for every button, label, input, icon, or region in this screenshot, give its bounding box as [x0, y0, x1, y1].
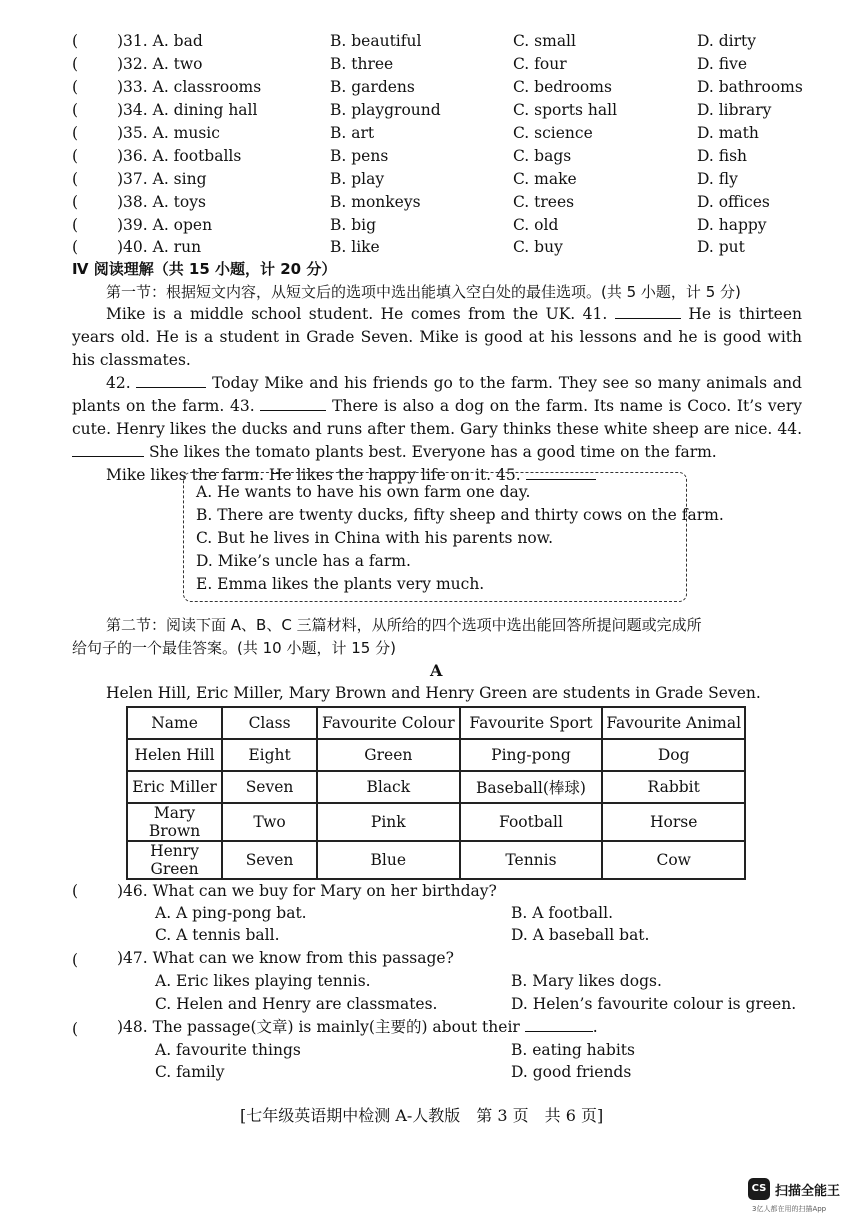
table-cell: Baseball(棒球) — [460, 771, 603, 803]
table-cell: Mary Brown — [127, 803, 222, 841]
students-table — [126, 706, 746, 880]
answer-paren[interactable]: ( — [72, 1020, 79, 1038]
table-cell: Seven — [222, 841, 317, 879]
question-stem: )48. The passage(文章) is mainly(主要的) about their . — [117, 1018, 598, 1036]
table-header-cell: Favourite Animal — [602, 707, 745, 739]
part1-instructions: 第一节：根据短文内容，从短文后的选项中选出能填入空白处的最佳选项。(共 5 小题，计 5 分) — [106, 283, 741, 301]
table-header-cell: Name — [127, 707, 222, 739]
question-row: ( )36. A. footballs B. pens C. bags D. fish — [72, 147, 748, 165]
choice-d: D. A baseball bat. — [511, 926, 650, 944]
table-cell: Helen Hill — [127, 739, 222, 771]
table-cell: Eight — [222, 739, 317, 771]
question-row: ( )39. A. open B. big C. old D. happy — [72, 216, 767, 234]
table-cell: Pink — [317, 803, 460, 841]
passage-text: Mike likes the farm. He likes the happy life on it. 45. — [106, 466, 521, 484]
table-row — [127, 841, 745, 879]
table-cell: Ping-pong — [460, 739, 603, 771]
choice-b: B. A football. — [511, 904, 613, 922]
table-cell: Black — [317, 771, 460, 803]
table-cell: Eric Miller — [127, 771, 222, 803]
table-cell: Cow — [602, 841, 745, 879]
choice-d: D. Helen’s favourite colour is green. — [511, 995, 797, 1013]
choice-c: C. Helen and Henry are classmates. — [155, 995, 438, 1013]
table-header-row — [127, 707, 745, 739]
table-row — [127, 739, 745, 771]
part2-instructions-line1: 第二节：阅读下面 A、B、C 三篇材料，从所给的四个选项中选出能回答所提问题或完成所 — [106, 616, 702, 634]
table-header-cell: Favourite Colour — [317, 707, 460, 739]
answer-paren[interactable]: ( — [72, 882, 79, 900]
choice-b: B. Mary likes dogs. — [511, 972, 662, 990]
scanner-app-name: 扫描全能王 — [775, 1184, 841, 1199]
choice-c: C. family — [155, 1063, 225, 1081]
passage-text: 42. — [106, 374, 131, 392]
table-cell: Dog — [602, 739, 745, 771]
question-row: ( )31. A. bad B. beautiful C. small D. dirty — [72, 32, 757, 50]
options-box — [183, 472, 724, 602]
table-cell: Blue — [317, 841, 460, 879]
option-item: C. But he lives in China with his parents now. — [196, 529, 554, 547]
table-cell: Henry Green — [127, 841, 222, 879]
answer-paren[interactable]: ( — [72, 951, 79, 969]
table-cell: Tennis — [460, 841, 603, 879]
table-cell: Two — [222, 803, 317, 841]
table-row — [127, 771, 745, 803]
answer-blank[interactable] — [615, 304, 681, 319]
reading-passage — [72, 303, 802, 487]
table-cell: Football — [460, 803, 603, 841]
table-cell: Rabbit — [602, 771, 745, 803]
option-item: D. Mike’s uncle has a farm. — [196, 552, 411, 570]
passage-a-title: A — [430, 661, 443, 680]
option-item: B. There are twenty ducks, fifty sheep and thirty cows on the farm. — [196, 506, 724, 524]
choice-d: D. good friends — [511, 1063, 632, 1081]
table-header-cell: Class — [222, 707, 317, 739]
table-header-cell: Favourite Sport — [460, 707, 603, 739]
passage-text: There is also a dog on the farm. Its name is Coco. It’s very cute. Henry likes the ducks and runs after them. Gary thinks these white sheep are nice. 44. — [72, 397, 802, 438]
question-stem: )47. What can we know from this passage? — [117, 949, 454, 967]
passage-text: He is thirteen years old. He is a student in Grade Seven. Mike is good at his lessons and he is good with his classmates. — [72, 305, 802, 369]
page-footer: [七年级英语期中检测 A-人教版 第 3 页 共 6 页] — [240, 1106, 604, 1125]
scanner-logo-icon: CS — [748, 1178, 770, 1200]
option-item: A. He wants to have his own farm one day. — [196, 483, 531, 501]
option-item: E. Emma likes the plants very much. — [196, 575, 485, 593]
table-cell: Seven — [222, 771, 317, 803]
question-row: ( )34. A. dining hall B. playground C. sports hall D. library — [72, 101, 772, 119]
choice-c: C. A tennis ball. — [155, 926, 280, 944]
question-row: ( )32. A. two B. three C. four D. five — [72, 55, 747, 73]
table-cell: Green — [317, 739, 460, 771]
question-row: ( )35. A. music B. art C. science D. math — [72, 124, 759, 142]
choice-a: A. favourite things — [155, 1041, 301, 1059]
choice-a: A. A ping-pong bat. — [155, 904, 307, 922]
question-row: ( )38. A. toys B. monkeys C. trees D. offices — [72, 193, 770, 211]
table-cell: Horse — [602, 803, 745, 841]
question-stem: )46. What can we buy for Mary on her birthday? — [117, 882, 497, 900]
table-row — [127, 803, 745, 841]
passage-text: Today Mike and his friends go to the farm. They see so many animals and plants on the farm. 43. — [72, 374, 802, 415]
part2-instructions-line2: 给句子的一个最佳答案。(共 10 小题，计 15 分) — [72, 639, 396, 657]
choice-a: A. Eric likes playing tennis. — [155, 972, 371, 990]
choice-b: B. eating habits — [511, 1041, 635, 1059]
answer-blank[interactable] — [136, 373, 206, 388]
passage-a-intro: Helen Hill, Eric Miller, Mary Brown and Henry Green are students in Grade Seven. — [106, 684, 761, 702]
question-row: ( )40. A. run B. like C. buy D. put — [72, 238, 745, 256]
section-heading: Ⅳ 阅读理解（共 15 小题，计 20 分） — [72, 260, 337, 278]
answer-blank[interactable] — [260, 396, 326, 411]
answer-blank[interactable] — [72, 442, 144, 457]
answer-blank[interactable] — [525, 1017, 593, 1032]
passage-text: Mike is a middle school student. He comes from the UK. 41. — [106, 305, 608, 323]
passage-text: She likes the tomato plants best. Everyone has a good time on the farm. — [148, 443, 717, 461]
question-row: ( )33. A. classrooms B. gardens C. bedrooms D. bathrooms — [72, 78, 803, 96]
question-row: ( )37. A. sing B. play C. make D. fly — [72, 170, 738, 188]
scanner-tagline: 3亿人都在用的扫描App — [752, 1205, 827, 1213]
